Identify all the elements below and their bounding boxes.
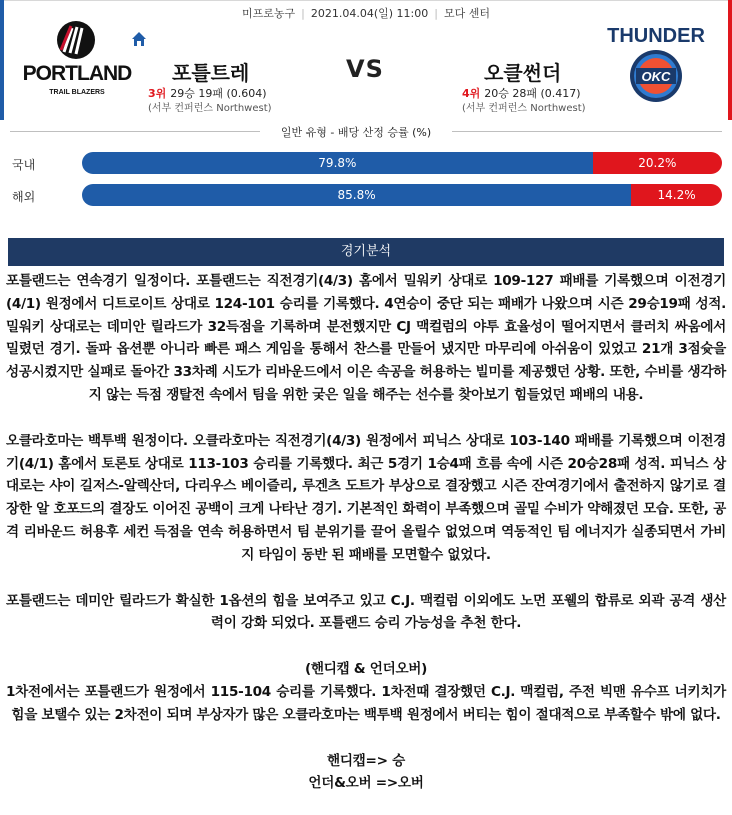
divider-right [452,131,722,132]
home-team-name: 포틀트레 [172,61,250,85]
away-rank: 4위 [462,87,481,100]
stat-bar-overseas [82,184,722,206]
home-share: 85.8% [82,184,631,206]
match-meta: 미프로농구 | 2021.04.04(일) 11:00 | 모다 센터 [242,7,490,20]
stat-label-domestic: 국내 [12,158,36,172]
stats-title: 일반 유형 - 배당 산정 승률 (%) [280,126,432,139]
away-conference: (서부 컨퍼런스 Northwest) [462,103,586,114]
handicap-title: (핸디캡 & 언더오버) [304,661,428,678]
analysis-header: 경기분석 [8,238,724,266]
thunder-logo [606,16,706,106]
logo-subwordmark: OKC [641,69,671,84]
logo-subwordmark: TRAIL BLAZERS [49,89,105,96]
home-conference: (서부 컨퍼런스 Northwest) [148,103,272,114]
analysis-paragraph-pick: 포틀랜드는 데미안 릴라드가 확실한 1옵션의 힘을 보여주고 있고 C.J. 맥컬럼 이외에도 노먼 포웰의 합류로 외곽 공격 생산력이 강화 되었다. 포틀랜드 승리 가능성을 추천 한다. [6,592,726,632]
away-share: 14.2% [631,184,722,206]
home-share: 79.8% [82,152,593,174]
match-datetime: 2021.04.04(일) 11:00 [310,7,429,20]
analysis-body [0,270,732,795]
home-wl: 29승 19패 (0.604) [170,87,267,100]
away-wl: 20승 28패 (0.417) [484,87,581,100]
logo-wordmark: PORTLAND [22,62,132,85]
league-name: 미프로농구 [242,7,296,20]
analysis-paragraph-away: 오클라호마는 백투백 원정이다. 오클라호마는 직전경기(4/3) 원정에서 피닉스 상대로 103-140 패배를 기록했으며 이전경기(4/1) 홈에서 토론토 상대로 113-103 승리를 기록했다. 최근 5경기 1승4패 흐름 속에 시즌 20승28패 성적. 피닉스 상대로는 샤이 길저스-알렉산더, 다리우스 베이즐리, 루겐츠 도트가 부상으로 결장했고 시즌 잔여경기에서 출전하지 않기로 결장한 알 호포드의 결장도 이어진 공백이 크게 나타난 경기. 기본적인 화력이 부족했으며 골밑 수비가 약해졌던 모습. 또한, 공격 리바운드 허용후 세컨 득점을 연속 허용하면서 팀 분위기를 끌어 올릴수 없었으며 역동적인 팀 에너지가 실종되면서 가비지 타임이 동반 된 패배를 모면할수 없었다. [6,432,726,563]
home-icon [130,30,148,48]
vs-label: VS [346,55,384,83]
stat-label-overseas: 해외 [12,190,36,204]
pick-over-under: 언더&오버 =>오버 [308,775,424,792]
away-share: 20.2% [593,152,722,174]
top-border [0,0,732,1]
analysis-paragraph-home: 포틀랜드는 연속경기 일정이다. 포틀랜드는 직전경기(4/3) 홈에서 밀워키 상대로 109-127 패배를 기록했으며 이전경기(4/1) 원정에서 디트로이트 상대로 124-101 승리를 기록했다. 4연승이 중단 되는 패배가 나왔으며 시즌 29승19패 성적. 밀워키 상대로는 데미안 릴라드가 32득점을 기록하며 분전했지만 CJ 맥컬럼의 야투 효율성이 떨어지면서 클러치 싸움에서 밀렸던 경기. 돌파 옵션뿐 아니라 빠른 패스 게임을 통해서 찬스를 만들어 냈지만 마무리에 아쉬움이 있었고 21개 3점슛을 성공시켰지만 실패로 돌아간 33차례 시도가 리바운드에서 이은 속공을 허용하는 빌미를 제공했던 상황. 또한, 수비를 생각하지 않는 득점 쟁탈전 속에서 팀을 위한 궂은 일을 해주는 선수를 찾아보기 힘들었던 패배의 내용. [6,273,726,403]
portland-logo [22,20,132,104]
venue-name: 모다 센터 [443,7,490,20]
divider-left [10,131,260,132]
analysis-paragraph-handicap: 1차전에서는 포틀랜드가 원정에서 115-104 승리를 기록했다. 1차전때 결장했던 C.J. 맥컬럼, 주전 빅맨 유수프 너키치가 힘을 보탤수 있는 2차전이 되며 부상자가 많은 오클라호마는 백투백 원정에서 버티는 힘이 절대적으로 부족할수 밖에 없다. [6,683,726,723]
stat-bar-domestic [82,152,722,174]
away-team-name: 오클썬더 [484,61,562,85]
home-rank: 3위 [148,87,167,100]
logo-wordmark: THUNDER [607,25,705,47]
pick-handicap: 핸디캡=> 승 [327,752,405,769]
